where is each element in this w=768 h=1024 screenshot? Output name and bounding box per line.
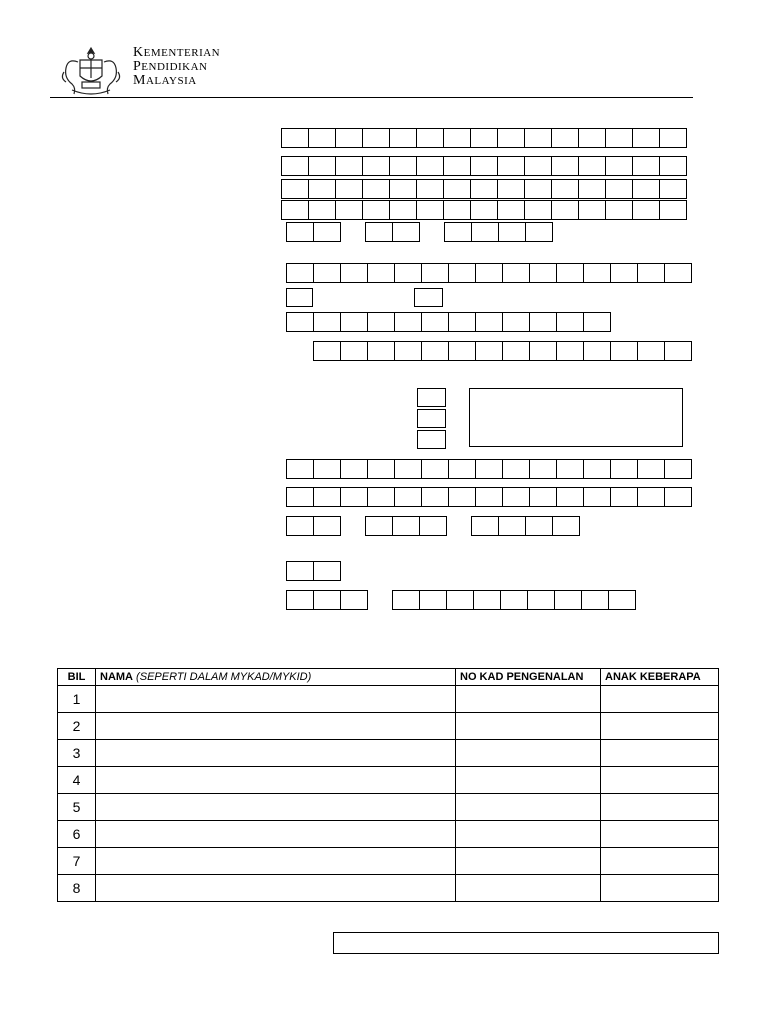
character-box[interactable] — [286, 288, 313, 307]
character-box[interactable] — [524, 128, 552, 148]
character-box[interactable] — [637, 459, 665, 479]
character-box[interactable] — [416, 200, 444, 220]
character-box[interactable] — [527, 590, 555, 610]
character-box[interactable] — [605, 179, 633, 199]
character-box[interactable] — [475, 459, 503, 479]
character-box[interactable] — [556, 312, 584, 332]
name-cell[interactable] — [96, 686, 456, 713]
character-box[interactable] — [367, 459, 395, 479]
character-box[interactable] — [637, 487, 665, 507]
table-row — [58, 686, 719, 713]
field-row-a-boxes — [286, 459, 692, 479]
character-box[interactable] — [470, 156, 498, 176]
character-box[interactable] — [392, 516, 420, 536]
character-box[interactable] — [443, 179, 471, 199]
character-box[interactable] — [394, 459, 422, 479]
character-box[interactable] — [340, 312, 368, 332]
character-box[interactable] — [365, 222, 393, 242]
character-box[interactable] — [421, 263, 449, 283]
character-box[interactable] — [475, 487, 503, 507]
check-box-3-boxes — [417, 430, 446, 449]
character-box[interactable] — [659, 128, 687, 148]
row-number: 5 — [58, 794, 96, 821]
table-row — [58, 848, 719, 875]
name-row-4-boxes — [281, 200, 687, 220]
character-box[interactable] — [556, 341, 584, 361]
character-box[interactable] — [446, 590, 474, 610]
character-box[interactable] — [394, 263, 422, 283]
character-box[interactable] — [632, 128, 660, 148]
table-row — [58, 875, 719, 902]
character-box[interactable] — [335, 156, 363, 176]
character-box[interactable] — [524, 200, 552, 220]
character-box[interactable] — [659, 156, 687, 176]
character-box[interactable] — [578, 200, 606, 220]
character-box[interactable] — [475, 341, 503, 361]
code-box-boxes — [286, 561, 341, 581]
character-box[interactable] — [362, 128, 390, 148]
character-box[interactable] — [664, 459, 692, 479]
character-box[interactable] — [416, 179, 444, 199]
character-box[interactable] — [556, 487, 584, 507]
character-box[interactable] — [448, 263, 476, 283]
date2-day-boxes — [286, 516, 341, 536]
name-cell[interactable] — [96, 767, 456, 794]
character-box[interactable] — [605, 156, 633, 176]
character-box[interactable] — [416, 156, 444, 176]
character-box[interactable] — [421, 459, 449, 479]
character-box[interactable] — [470, 200, 498, 220]
character-box[interactable] — [551, 128, 579, 148]
character-box[interactable] — [583, 487, 611, 507]
character-box[interactable] — [419, 590, 447, 610]
date-month-boxes — [365, 222, 420, 242]
character-box[interactable] — [471, 222, 499, 242]
child-order-cell[interactable] — [601, 740, 719, 767]
character-box[interactable] — [583, 459, 611, 479]
character-box[interactable] — [578, 179, 606, 199]
row-number: 6 — [58, 821, 96, 848]
character-box[interactable] — [286, 561, 314, 581]
child-order-cell[interactable] — [601, 821, 719, 848]
character-box[interactable] — [308, 200, 336, 220]
character-box[interactable] — [389, 200, 417, 220]
child-order-cell[interactable] — [601, 875, 719, 902]
character-box[interactable] — [286, 590, 314, 610]
signature-line-box[interactable] — [333, 932, 719, 954]
character-box[interactable] — [419, 516, 447, 536]
character-box[interactable] — [281, 200, 309, 220]
character-box[interactable] — [659, 200, 687, 220]
row-number: 2 — [58, 713, 96, 740]
number-box-boxes — [392, 590, 636, 610]
ic-cell[interactable] — [456, 713, 601, 740]
character-box[interactable] — [583, 341, 611, 361]
ic-cell[interactable] — [456, 848, 601, 875]
character-box[interactable] — [394, 487, 422, 507]
character-box[interactable] — [551, 200, 579, 220]
character-box[interactable] — [581, 590, 609, 610]
character-box[interactable] — [502, 312, 530, 332]
row-number: 4 — [58, 767, 96, 794]
character-box[interactable] — [281, 179, 309, 199]
character-box[interactable] — [443, 156, 471, 176]
character-box[interactable] — [473, 590, 501, 610]
character-box[interactable] — [475, 312, 503, 332]
agency-line-3: MALAYSIA — [133, 73, 197, 88]
character-box[interactable] — [551, 179, 579, 199]
character-box[interactable] — [389, 128, 417, 148]
character-box[interactable] — [554, 590, 582, 610]
character-box[interactable] — [367, 312, 395, 332]
character-box[interactable] — [448, 487, 476, 507]
character-box[interactable] — [362, 200, 390, 220]
character-box[interactable] — [394, 341, 422, 361]
row-number: 1 — [58, 686, 96, 713]
character-box[interactable] — [313, 590, 341, 610]
character-box[interactable] — [529, 459, 557, 479]
date2-year-boxes — [471, 516, 580, 536]
character-box[interactable] — [365, 516, 393, 536]
character-box[interactable] — [475, 263, 503, 283]
character-box[interactable] — [524, 179, 552, 199]
character-box[interactable] — [525, 222, 553, 242]
table-row — [58, 713, 719, 740]
name-cell[interactable] — [96, 821, 456, 848]
character-box[interactable] — [417, 430, 446, 449]
account-row-boxes — [313, 341, 692, 361]
name-cell[interactable] — [96, 875, 456, 902]
character-box[interactable] — [335, 128, 363, 148]
character-box[interactable] — [421, 487, 449, 507]
character-box[interactable] — [664, 487, 692, 507]
character-box[interactable] — [340, 341, 368, 361]
character-box[interactable] — [286, 222, 314, 242]
character-box[interactable] — [605, 200, 633, 220]
prefix-box-boxes — [286, 590, 368, 610]
character-box[interactable] — [313, 341, 341, 361]
character-box[interactable] — [470, 179, 498, 199]
character-box[interactable] — [578, 128, 606, 148]
agency-line-1: KEMENTERIAN — [133, 45, 221, 60]
ic-cell[interactable] — [456, 821, 601, 848]
table-header-row — [58, 669, 719, 686]
character-box[interactable] — [340, 590, 368, 610]
character-box[interactable] — [281, 128, 309, 148]
character-box[interactable] — [497, 128, 525, 148]
name-row-1-boxes — [281, 128, 687, 148]
row-number: 7 — [58, 848, 96, 875]
column-header-bil: BIL — [58, 669, 96, 686]
character-box[interactable] — [308, 156, 336, 176]
column-header-nama: NAMA (SEPERTI DALAM MYKAD/MYKID) — [96, 669, 456, 686]
character-box[interactable] — [443, 200, 471, 220]
character-box[interactable] — [551, 156, 579, 176]
character-box[interactable] — [444, 222, 472, 242]
phone-row-boxes — [286, 312, 611, 332]
date2-month-boxes — [365, 516, 447, 536]
character-box[interactable] — [416, 128, 444, 148]
address-text-box[interactable] — [469, 388, 683, 447]
character-box[interactable] — [470, 128, 498, 148]
date-day-boxes — [286, 222, 341, 242]
character-box[interactable] — [471, 516, 499, 536]
character-box[interactable] — [313, 487, 341, 507]
children-table — [57, 668, 719, 902]
character-box[interactable] — [637, 341, 665, 361]
date-year-boxes — [444, 222, 553, 242]
child-order-cell[interactable] — [601, 767, 719, 794]
character-box[interactable] — [664, 341, 692, 361]
character-box[interactable] — [389, 179, 417, 199]
name-cell[interactable] — [96, 848, 456, 875]
character-box[interactable] — [556, 459, 584, 479]
character-box[interactable] — [313, 222, 341, 242]
character-box[interactable] — [610, 263, 638, 283]
character-box[interactable] — [529, 263, 557, 283]
name-row-2-boxes — [281, 156, 687, 176]
child-order-cell[interactable] — [601, 848, 719, 875]
character-box[interactable] — [313, 516, 341, 536]
agency-name — [133, 46, 220, 88]
option-box-b-boxes — [414, 288, 443, 307]
character-box[interactable] — [502, 341, 530, 361]
character-box[interactable] — [362, 179, 390, 199]
character-box[interactable] — [389, 156, 417, 176]
character-box[interactable] — [281, 156, 309, 176]
row-number: 3 — [58, 740, 96, 767]
name-cell[interactable] — [96, 794, 456, 821]
child-order-cell[interactable] — [601, 713, 719, 740]
character-box[interactable] — [286, 312, 314, 332]
ic-cell[interactable] — [456, 740, 601, 767]
character-box[interactable] — [610, 341, 638, 361]
child-order-cell[interactable] — [601, 794, 719, 821]
check-box-2-boxes — [417, 409, 446, 428]
ic-cell[interactable] — [456, 875, 601, 902]
character-box[interactable] — [421, 341, 449, 361]
character-box[interactable] — [286, 516, 314, 536]
check-box-1-boxes — [417, 388, 446, 407]
character-box[interactable] — [448, 459, 476, 479]
character-box[interactable] — [497, 200, 525, 220]
character-box[interactable] — [529, 312, 557, 332]
header-divider — [50, 97, 693, 98]
character-box[interactable] — [367, 341, 395, 361]
character-box[interactable] — [637, 263, 665, 283]
name-cell[interactable] — [96, 713, 456, 740]
character-box[interactable] — [394, 312, 422, 332]
column-header-ic: NO KAD PENGENALAN — [456, 669, 601, 686]
character-box[interactable] — [500, 590, 528, 610]
table-row — [58, 740, 719, 767]
character-box[interactable] — [529, 341, 557, 361]
malaysia-coat-of-arms-icon — [58, 44, 124, 98]
character-box[interactable] — [448, 341, 476, 361]
table-row — [58, 794, 719, 821]
character-box[interactable] — [664, 263, 692, 283]
character-box[interactable] — [497, 179, 525, 199]
character-box[interactable] — [313, 312, 341, 332]
character-box[interactable] — [421, 312, 449, 332]
column-header-anak: ANAK KEBERAPA — [601, 669, 719, 686]
name-row-3-boxes — [281, 179, 687, 199]
character-box[interactable] — [335, 179, 363, 199]
character-box[interactable] — [610, 459, 638, 479]
ic-cell[interactable] — [456, 686, 601, 713]
character-box[interactable] — [502, 487, 530, 507]
character-box[interactable] — [632, 179, 660, 199]
character-box[interactable] — [498, 516, 526, 536]
id-number-row-boxes — [286, 263, 692, 283]
character-box[interactable] — [632, 200, 660, 220]
character-box[interactable] — [529, 487, 557, 507]
character-box[interactable] — [524, 156, 552, 176]
character-box[interactable] — [498, 222, 526, 242]
child-order-cell[interactable] — [601, 686, 719, 713]
character-box[interactable] — [313, 561, 341, 581]
character-box[interactable] — [632, 156, 660, 176]
character-box[interactable] — [417, 388, 446, 407]
ic-cell[interactable] — [456, 794, 601, 821]
character-box[interactable] — [340, 487, 368, 507]
character-box[interactable] — [417, 409, 446, 428]
ic-cell[interactable] — [456, 767, 601, 794]
character-box[interactable] — [583, 263, 611, 283]
character-box[interactable] — [286, 487, 314, 507]
character-box[interactable] — [605, 128, 633, 148]
character-box[interactable] — [502, 459, 530, 479]
character-box[interactable] — [497, 156, 525, 176]
character-box[interactable] — [552, 516, 580, 536]
character-box[interactable] — [502, 263, 530, 283]
character-box[interactable] — [367, 487, 395, 507]
character-box[interactable] — [392, 222, 420, 242]
character-box[interactable] — [610, 487, 638, 507]
character-box[interactable] — [578, 156, 606, 176]
character-box[interactable] — [367, 263, 395, 283]
character-box[interactable] — [392, 590, 420, 610]
character-box[interactable] — [525, 516, 553, 536]
character-box[interactable] — [362, 156, 390, 176]
character-box[interactable] — [335, 200, 363, 220]
character-box[interactable] — [608, 590, 636, 610]
table-row — [58, 821, 719, 848]
table-row — [58, 767, 719, 794]
agency-line-2: PENDIDIKAN — [133, 59, 208, 74]
row-number: 8 — [58, 875, 96, 902]
character-box[interactable] — [583, 312, 611, 332]
character-box[interactable] — [340, 263, 368, 283]
character-box[interactable] — [308, 179, 336, 199]
character-box[interactable] — [414, 288, 443, 307]
character-box[interactable] — [286, 459, 314, 479]
character-box[interactable] — [286, 263, 314, 283]
field-row-b-boxes — [286, 487, 692, 507]
character-box[interactable] — [308, 128, 336, 148]
character-box[interactable] — [659, 179, 687, 199]
name-cell[interactable] — [96, 740, 456, 767]
character-box[interactable] — [313, 263, 341, 283]
character-box[interactable] — [556, 263, 584, 283]
character-box[interactable] — [448, 312, 476, 332]
character-box[interactable] — [443, 128, 471, 148]
character-box[interactable] — [313, 459, 341, 479]
option-box-a-boxes — [286, 288, 313, 307]
character-box[interactable] — [340, 459, 368, 479]
